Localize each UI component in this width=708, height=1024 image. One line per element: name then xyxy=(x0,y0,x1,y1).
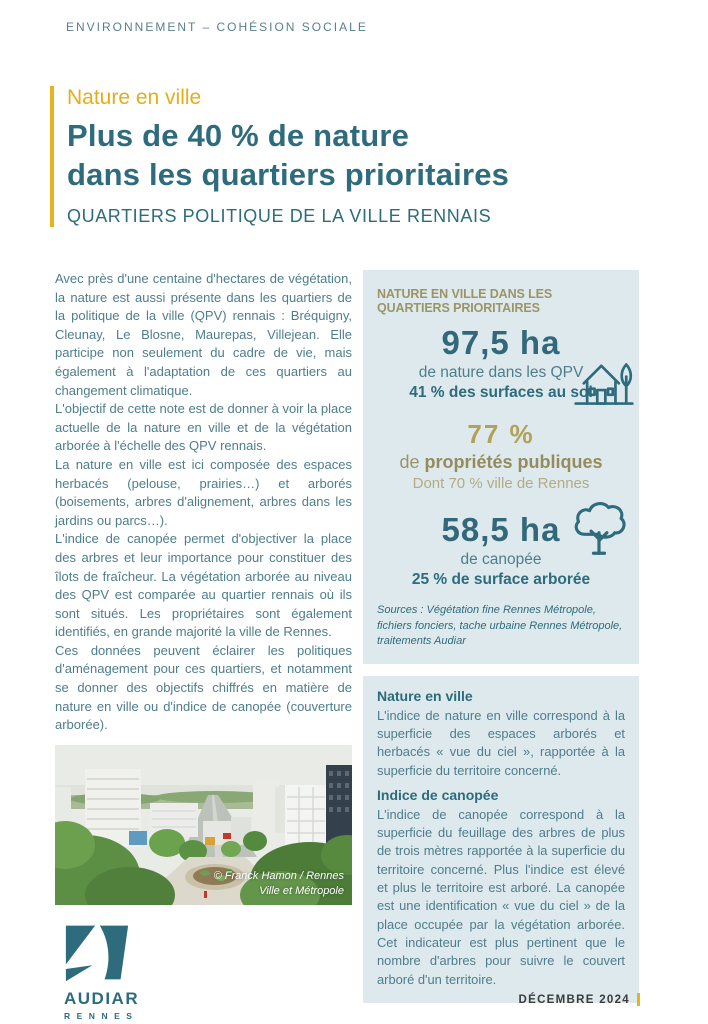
definition-text: L'indice de canopée correspond à la superficie du feuillage des arbres de plus de trois mètres rapportée à la superficie du territoire concerné. Plus l'indice est élevé et plus le territoire est arboré. La canopée est une identification « vue du ciel » de la place occupée par la végétation arborée. Cet indicateur est plus pertinent que le nombre d'arbres pour suivre le couvert arboré d'un territoire. xyxy=(377,806,625,987)
publication-date xyxy=(519,993,641,1006)
article-column xyxy=(55,270,352,1003)
title-line-1: Plus de 40 % de nature xyxy=(67,118,410,153)
stat-canopee-sublabel: 25 % de surface arborée xyxy=(411,571,591,589)
logo-sub: RENNES xyxy=(64,1011,139,1021)
eyebrow-label: Nature en ville xyxy=(67,86,202,109)
stat-proprietes-value: 77 % xyxy=(467,419,535,450)
stat-canopee-value: 58,5 ha xyxy=(441,510,561,548)
title-line-2: dans les quartiers prioritaires xyxy=(67,157,510,193)
definition-text: L'indice de nature en ville correspond à la superficie des espaces arborés et herbacés « vue du ciel », rapportée à la superficie du territoire concerné. xyxy=(377,707,625,778)
publication-date-text: DÉCEMBRE 2024 xyxy=(518,993,630,1006)
content-columns xyxy=(55,270,639,1003)
paragraph: L'indice de canopée permet d'objectiver la place des arbres et leur importance pour constituer des îlots de fraîcheur. La végétation arborée au niveau des QPV est comparée au quartier rennais où ils sont situés. Les propriétaires sont également identifiés, en grande majorité la ville de Rennes. xyxy=(55,531,352,640)
audiar-logo xyxy=(64,924,154,1021)
definitions-box xyxy=(363,676,639,1003)
stat-proprietes xyxy=(377,420,625,492)
subtitle: QUARTIERS POLITIQUE DE LA VILLE RENNAIS xyxy=(67,206,492,227)
audiar-logo-mark xyxy=(64,924,130,982)
title-block xyxy=(50,86,627,227)
stat-nature-label: de nature dans les QPV xyxy=(418,364,584,382)
page-title xyxy=(67,116,627,194)
paragraph: La nature en ville est ici composée des espaces herbacés (pelouse, prairies…) et arborés (boisements, arbres d'alignement, arbres dans les jardins ou parcs…). xyxy=(55,456,352,528)
sources-note: Sources : Végétation fine Rennes Métropole, fichiers fonciers, tache urbaine Rennes Métropole, traitements Audiar xyxy=(377,604,623,648)
photo-credit-line-2: Ville et Métropole xyxy=(259,884,344,897)
photo-credit-line-1: © Franck Hamon / Rennes xyxy=(213,869,344,882)
paragraph: L'objectif de cette note est de donner à voir la place actuelle de la nature en ville et de la végétation arborée à l'échelle des QPV rennais. xyxy=(55,401,352,454)
definition-term: Indice de canopée xyxy=(377,786,499,803)
stat-proprietes-label-bold: propriétés publiques xyxy=(424,451,603,472)
stat-canopee-label: de canopée xyxy=(460,551,542,569)
stat-proprietes-label xyxy=(377,452,625,473)
sidebar-column xyxy=(363,270,639,1003)
stat-nature-value: 97,5 ha xyxy=(441,324,561,361)
stat-proprietes-sublabel: Dont 70 % ville de Rennes xyxy=(412,474,590,492)
kicker: ENVIRONNEMENT – COHÉSION SOCIALE xyxy=(66,20,368,34)
stat-proprietes-label-prefix: de xyxy=(399,451,425,472)
definition-term: Nature en ville xyxy=(377,687,473,704)
logo-name: AUDIAR xyxy=(64,989,140,1008)
stat-nature-sublabel: 41 % des surfaces au sol xyxy=(409,384,593,402)
stats-box xyxy=(363,270,639,664)
tree-canopy-icon xyxy=(567,498,631,563)
paragraph: Avec près d'une centaine d'hectares de végétation, la nature est aussi présente dans les quartiers de la politique de la ville (QPV) rennais : Bréquigny, Cleunay, Le Blosne, Maurepas, Villejean. Elle participe non seulement du cadre de vie, mais également à l'adaptation de ces quartiers au changement climatique. xyxy=(55,271,352,398)
house-with-tree-icon xyxy=(573,356,635,413)
photo-credit xyxy=(214,869,344,899)
paragraph: Ces données peuvent éclairer les politiques d'aménagement pour ces quartiers, et notamment se donner des objectifs chiffrés en matière de nature en ville ou d'indice de canopée (couverture arborée). xyxy=(55,642,352,733)
aerial-photo xyxy=(55,745,352,905)
date-accent-bar xyxy=(637,993,640,1006)
stats-box-title: NATURE EN VILLE DANS LES QUARTIERS PRIORITAIRES xyxy=(377,287,553,315)
